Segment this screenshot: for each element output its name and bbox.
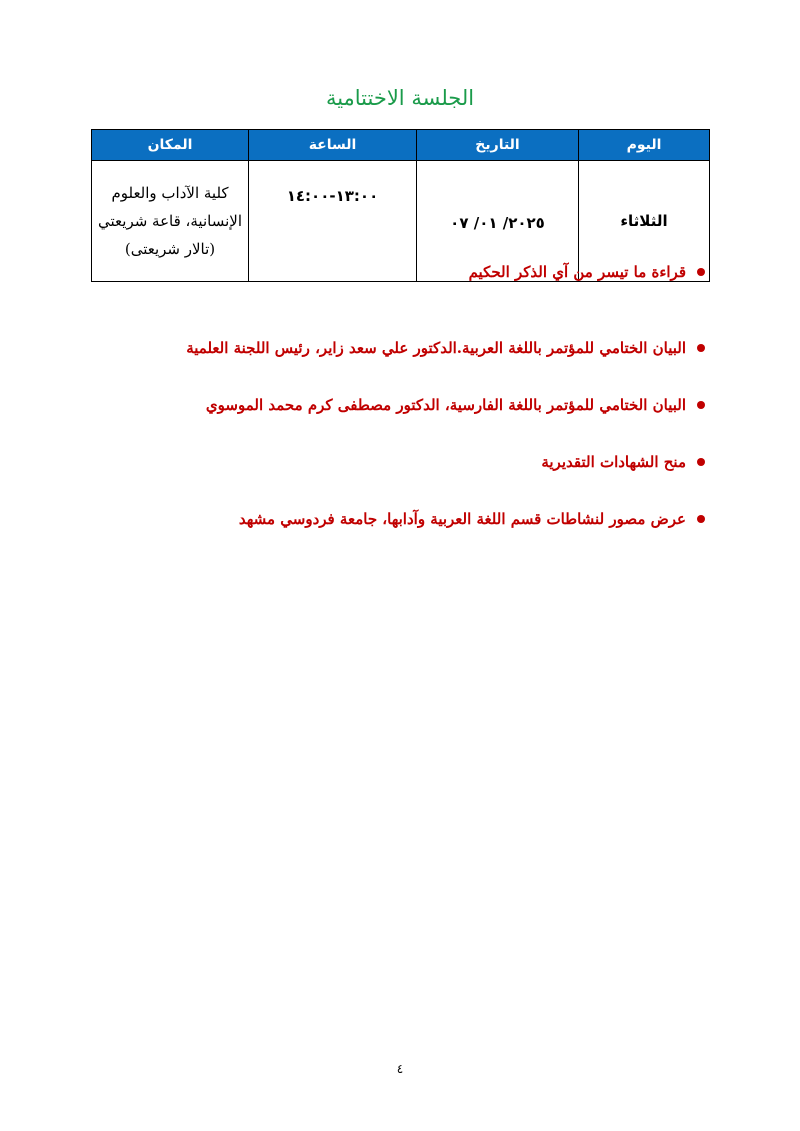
header-time: الساعة <box>249 130 417 161</box>
agenda-text: عرض مصور لنشاطات قسم اللغة العربية وآدابها، جامعة فردوسي مشهد <box>238 509 686 528</box>
agenda-item <box>90 319 705 376</box>
place-line: الإنسانية، قاعة شريعتي <box>98 212 242 230</box>
bullet-icon <box>697 401 705 409</box>
bullet-icon <box>697 515 705 523</box>
cell-day: الثلاثاء <box>579 161 710 282</box>
bullet-icon <box>697 458 705 466</box>
page-title: الجلسة الاختتامية <box>325 86 475 110</box>
agenda-list <box>90 262 705 547</box>
bullet-icon <box>697 344 705 352</box>
header-date: التاريخ <box>417 130 579 161</box>
schedule-table <box>91 129 710 282</box>
place-line: كلية الآداب والعلوم <box>111 184 229 202</box>
agenda-item <box>90 490 705 547</box>
agenda-text: البيان الختامي للمؤتمر باللغة العربية.الدكتور علي سعد زاير، رئيس اللجنة العلمية <box>186 338 686 357</box>
agenda-text: البيان الختامي للمؤتمر باللغة الفارسية، الدكتور مصطفى كرم محمد الموسوي <box>205 395 686 414</box>
header-place: المكان <box>92 130 249 161</box>
time-value: ١٣:٠٠-١٤:٠٠ <box>286 187 379 205</box>
bullet-icon <box>697 268 705 276</box>
date-value: ٢٠٢٥/ ٠١/ ٠٧ <box>450 214 545 232</box>
agenda-text: قراءة ما تيسر من آي الذكر الحكيم <box>468 263 686 281</box>
page-number: ٤ <box>396 1062 404 1076</box>
place-line: (تالار شريعتى) <box>124 240 216 258</box>
agenda-item <box>90 262 705 282</box>
table-header-row <box>92 130 710 161</box>
agenda-text: منح الشهادات التقديرية <box>541 452 686 471</box>
agenda-item <box>90 376 705 433</box>
agenda-item <box>90 433 705 490</box>
header-day: اليوم <box>579 130 710 161</box>
